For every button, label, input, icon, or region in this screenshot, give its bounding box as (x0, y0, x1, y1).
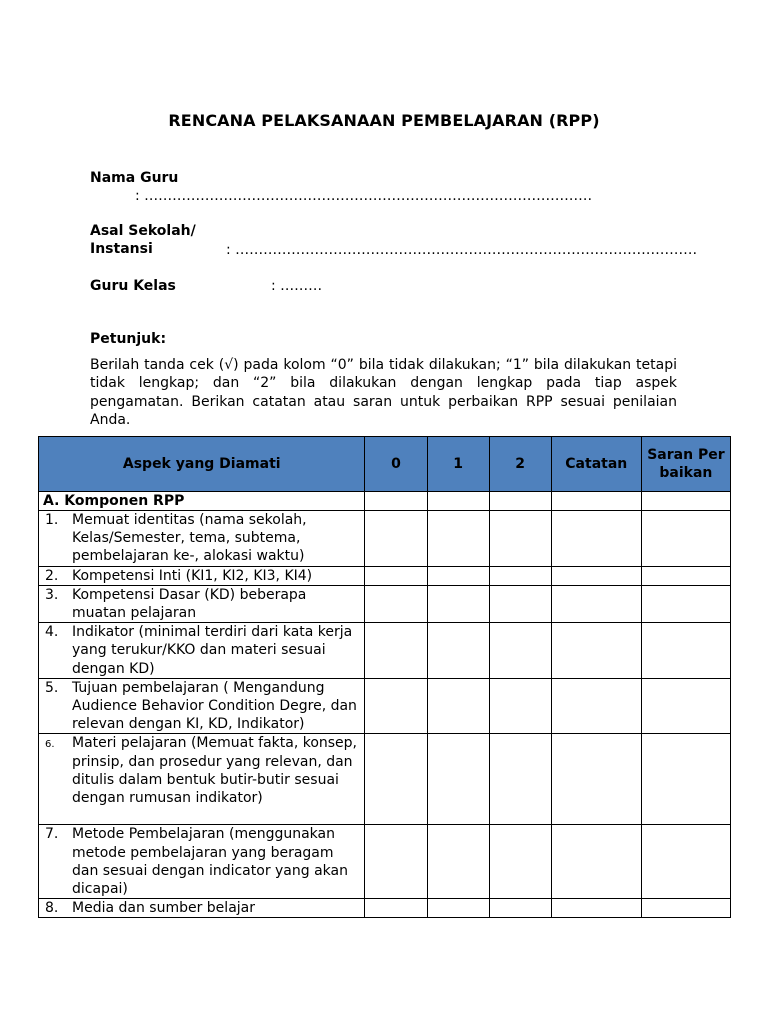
cell-0[interactable] (365, 825, 427, 899)
item-text: Tujuan pembelajaran ( Mengandung Audience Behavior Condition Degre, dan relevan dengan KI, KD, Indikator) (72, 679, 357, 733)
header-aspek: Aspek yang Diamati (39, 437, 365, 492)
cell-1[interactable] (427, 511, 489, 567)
cell-saran[interactable] (641, 585, 730, 622)
item-text: Memuat identitas (nama sekolah, Kelas/Semester, tema, subtema, pembelajaran ke-, alokasi waktu) (72, 512, 307, 565)
cell-1[interactable] (427, 825, 489, 899)
cell-0[interactable] (365, 678, 427, 734)
section-row (39, 492, 731, 511)
asal-sekolah-value: : ……………………………………………………………………………………… (226, 242, 698, 258)
cell-0[interactable] (365, 623, 427, 679)
cell-1[interactable] (427, 585, 489, 622)
asal-sekolah-label-line1: Asal Sekolah/ (90, 223, 196, 239)
cell-catatan[interactable] (551, 825, 641, 899)
petunjuk-text: Berilah tanda cek (√) pada kolom “0” bila tidak dilakukan; “1” bila dilakukan tetapi tidak lengkap; dan “2” bila dilakukan dengan lengkap pada tiap aspek pengamatan. Berikan catatan atau saran untuk perbaikan RPP sesuai penilaian Anda. (90, 357, 677, 428)
cell-2[interactable] (489, 511, 551, 567)
table-row (39, 566, 731, 585)
cell-0[interactable] (365, 492, 427, 511)
cell-2[interactable] (489, 566, 551, 585)
nama-guru-label: Nama Guru (90, 170, 179, 186)
table-row (39, 678, 731, 734)
cell-saran[interactable] (641, 734, 730, 825)
cell-1[interactable] (427, 678, 489, 734)
table-row (39, 585, 731, 622)
petunjuk-label: Petunjuk: (90, 331, 167, 347)
item-text: Kompetensi Inti (KI1, KI2, KI3, KI4) (72, 567, 313, 584)
cell-2[interactable] (489, 825, 551, 899)
item-number: 8. (45, 900, 59, 917)
item-number: 2. (45, 567, 59, 584)
page-title: RENCANA PELAKSANAAN PEMBELAJARAN (RPP) (168, 111, 600, 130)
cell-saran[interactable] (641, 492, 730, 511)
cell-2[interactable] (489, 899, 551, 918)
header-catatan: Catatan (551, 437, 641, 492)
cell-0[interactable] (365, 511, 427, 567)
cell-0[interactable] (365, 899, 427, 918)
item-number: 6. (45, 739, 55, 751)
cell-saran[interactable] (641, 899, 730, 918)
item-number: 4. (45, 624, 59, 641)
header-0: 0 (365, 437, 427, 492)
cell-1[interactable] (427, 899, 489, 918)
table-header-row (39, 437, 731, 492)
cell-2[interactable] (489, 585, 551, 622)
cell-1[interactable] (427, 566, 489, 585)
cell-catatan[interactable] (551, 492, 641, 511)
table-row (39, 511, 731, 567)
item-text: Materi pelajaran (Memuat fakta, konsep, prinsip, dan prosedur yang relevan, dan ditulis dalam bentuk butir-butir sesuai dengan rumusan indikator) (72, 735, 358, 807)
cell-saran[interactable] (641, 678, 730, 734)
cell-catatan[interactable] (551, 899, 641, 918)
guru-kelas-label: Guru Kelas (90, 278, 176, 294)
cell-0[interactable] (365, 734, 427, 825)
cell-saran[interactable] (641, 511, 730, 567)
cell-2[interactable] (489, 492, 551, 511)
cell-2[interactable] (489, 623, 551, 679)
cell-catatan[interactable] (551, 623, 641, 679)
cell-catatan[interactable] (551, 511, 641, 567)
cell-1[interactable] (427, 492, 489, 511)
table-row (39, 825, 731, 899)
header-saran: Saran Perbaikan (641, 437, 730, 492)
item-number: 1. (45, 512, 59, 528)
item-number: 5. (45, 679, 59, 696)
cell-saran[interactable] (641, 566, 730, 585)
section-a-label: A. Komponen RPP (39, 492, 365, 511)
item-number: 7. (45, 826, 59, 843)
asal-sekolah-label-line2: Instansi (90, 241, 153, 257)
header-1: 1 (427, 437, 489, 492)
item-text: Indikator (minimal terdiri dari kata kerja yang terukur/KKO dan materi sesuai dengan KD) (72, 624, 353, 677)
header-2: 2 (489, 437, 551, 492)
cell-saran[interactable] (641, 623, 730, 679)
table-row (39, 734, 731, 825)
cell-2[interactable] (489, 734, 551, 825)
item-text: Metode Pembelajaran (menggunakan metode pembelajaran yang beragam dan sesuai dengan indicator yang akan dicapai) (72, 826, 348, 898)
cell-saran[interactable] (641, 825, 730, 899)
table-row (39, 899, 731, 918)
cell-1[interactable] (427, 734, 489, 825)
nama-guru-value: : …………………………………………………………………………………… (135, 188, 593, 204)
cell-1[interactable] (427, 623, 489, 679)
item-text: Kompetensi Dasar (KD) beberapa muatan pelajaran (72, 586, 307, 622)
guru-kelas-value: : ……… (271, 278, 323, 294)
cell-0[interactable] (365, 566, 427, 585)
cell-0[interactable] (365, 585, 427, 622)
item-number: 3. (45, 586, 59, 603)
cell-catatan[interactable] (551, 585, 641, 622)
item-text: Media dan sumber belajar (72, 900, 255, 917)
cell-catatan[interactable] (551, 566, 641, 585)
rubric-table (38, 436, 731, 918)
cell-catatan[interactable] (551, 734, 641, 825)
table-row (39, 623, 731, 679)
cell-2[interactable] (489, 678, 551, 734)
cell-catatan[interactable] (551, 678, 641, 734)
